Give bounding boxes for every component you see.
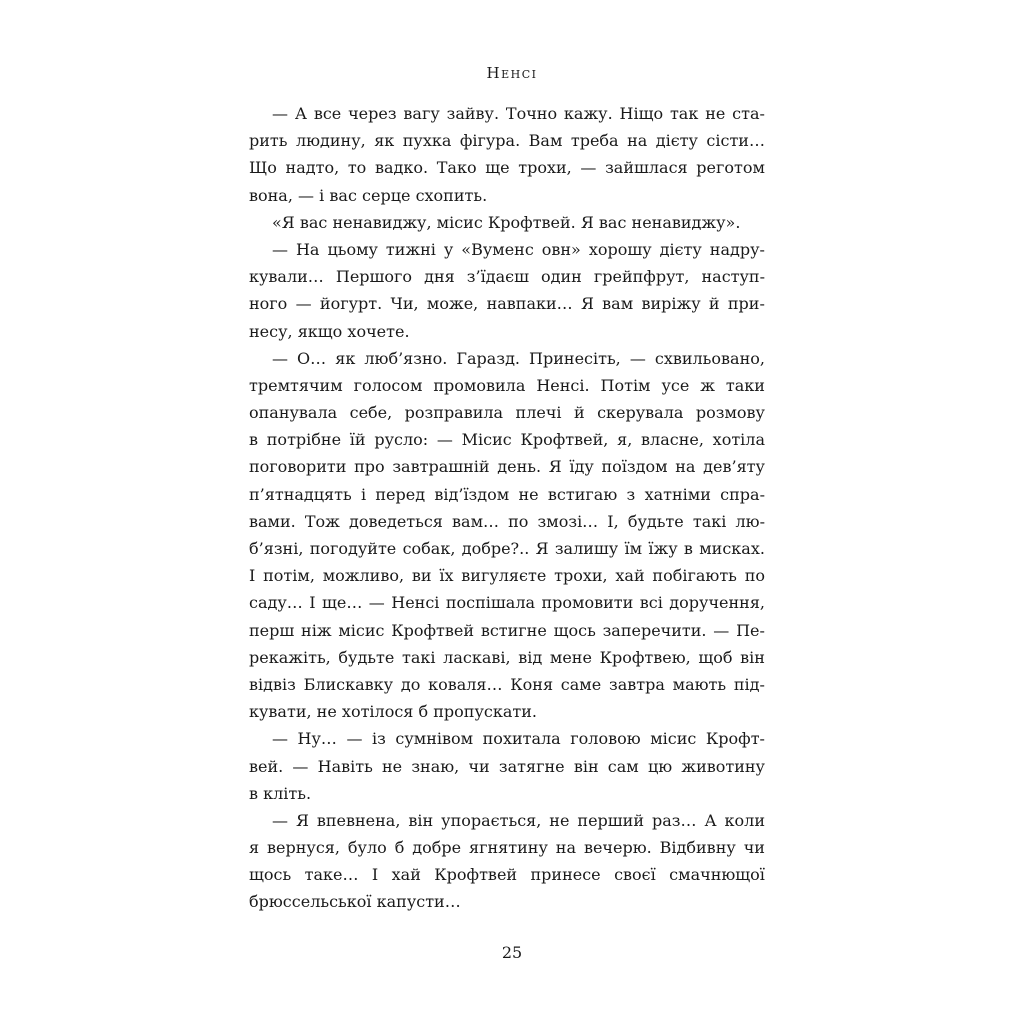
page-number: 25 <box>501 943 523 962</box>
text-line: — Я впевнена, він упорається, не перший раз… А коли <box>272 810 765 830</box>
body-text <box>249 100 765 916</box>
text-line: Що надто, то вадко. Тако ще трохи, — зайшлася реготом <box>249 158 765 178</box>
text-line: — На цьому тижні у «Вуменс овн» хорошу дієту надру- <box>272 239 765 259</box>
text-line: в потрібне їй русло: — Місис Крофтвей, я, власне, хотіла <box>249 430 765 450</box>
text-line: відвіз Блискавку до коваля… Коня саме завтра мають під- <box>249 674 765 694</box>
text-line: кувати, не хотілося б пропускати. <box>249 702 537 722</box>
text-line: ного — йогурт. Чи, може, навпаки… Я вам виріжу й при- <box>249 294 765 314</box>
text-line: б’язні, погодуйте собак, добре?.. Я залишу їм їжу в мисках. <box>249 539 765 558</box>
text-line: п’ятнадцять і перед від’їздом не встигаю з хатніми спра- <box>249 484 765 504</box>
text-line: І потім, можливо, ви їх вигуляєте трохи, хай побігають по <box>249 566 765 586</box>
text-line: саду… І ще… — Ненсі поспішала промовити всі доручення, <box>249 593 765 613</box>
text-line: рить людину, як пухка фігура. Вам треба на дієту сісти… <box>249 131 765 151</box>
text-line: опанувала себе, розправила плечі й скерувала розмову <box>249 403 765 423</box>
text-line: вами. Тож доведеться вам… по змозі… І, будьте такі лю- <box>249 511 765 531</box>
text-line: вей. — Навіть не знаю, чи затягне він сам цю животину <box>249 756 765 776</box>
text-line: — Ну… — із сумнівом похитала головою місис Крофт- <box>272 729 765 749</box>
text-line: кували… Першого дня з’їдаєш один грейпфрут, наступ- <box>249 267 765 287</box>
text-line: брюссельської капусти… <box>249 892 461 912</box>
text-line: «Я вас ненавиджу, місис Крофтвей. Я вас ненавиджу». <box>272 212 741 232</box>
text-line: тремтячим голосом промовила Ненсі. Потім усе ж таки <box>249 375 765 395</box>
text-line: рекажіть, будьте такі ласкаві, від мене Крофтвею, щоб він <box>249 647 765 667</box>
text-line: — А все через вагу зайву. Точно кажу. Ніщо так не ста- <box>272 104 765 123</box>
text-line: перш ніж місис Крофтвей встигне щось заперечити. — Пе- <box>249 620 765 640</box>
text-line: щось таке… І хай Крофтвей принесе своєї смачнющої <box>249 865 765 885</box>
running-head: Нeнсі <box>486 64 538 82</box>
text-line: я вернуся, було б добре ягнятину на вечерю. Відбивну чи <box>249 838 765 858</box>
text-line: поговорити про завтрашній день. Я їду поїздом на дев’яту <box>249 457 765 477</box>
text-line: — О… як люб’язно. Гаразд. Принесіть, — схвильовано, <box>272 348 765 368</box>
text-line: несу, якщо хочете. <box>249 321 410 341</box>
text-line: вона, — і вас серце схопить. <box>249 185 488 205</box>
text-line: в кліть. <box>249 783 312 803</box>
